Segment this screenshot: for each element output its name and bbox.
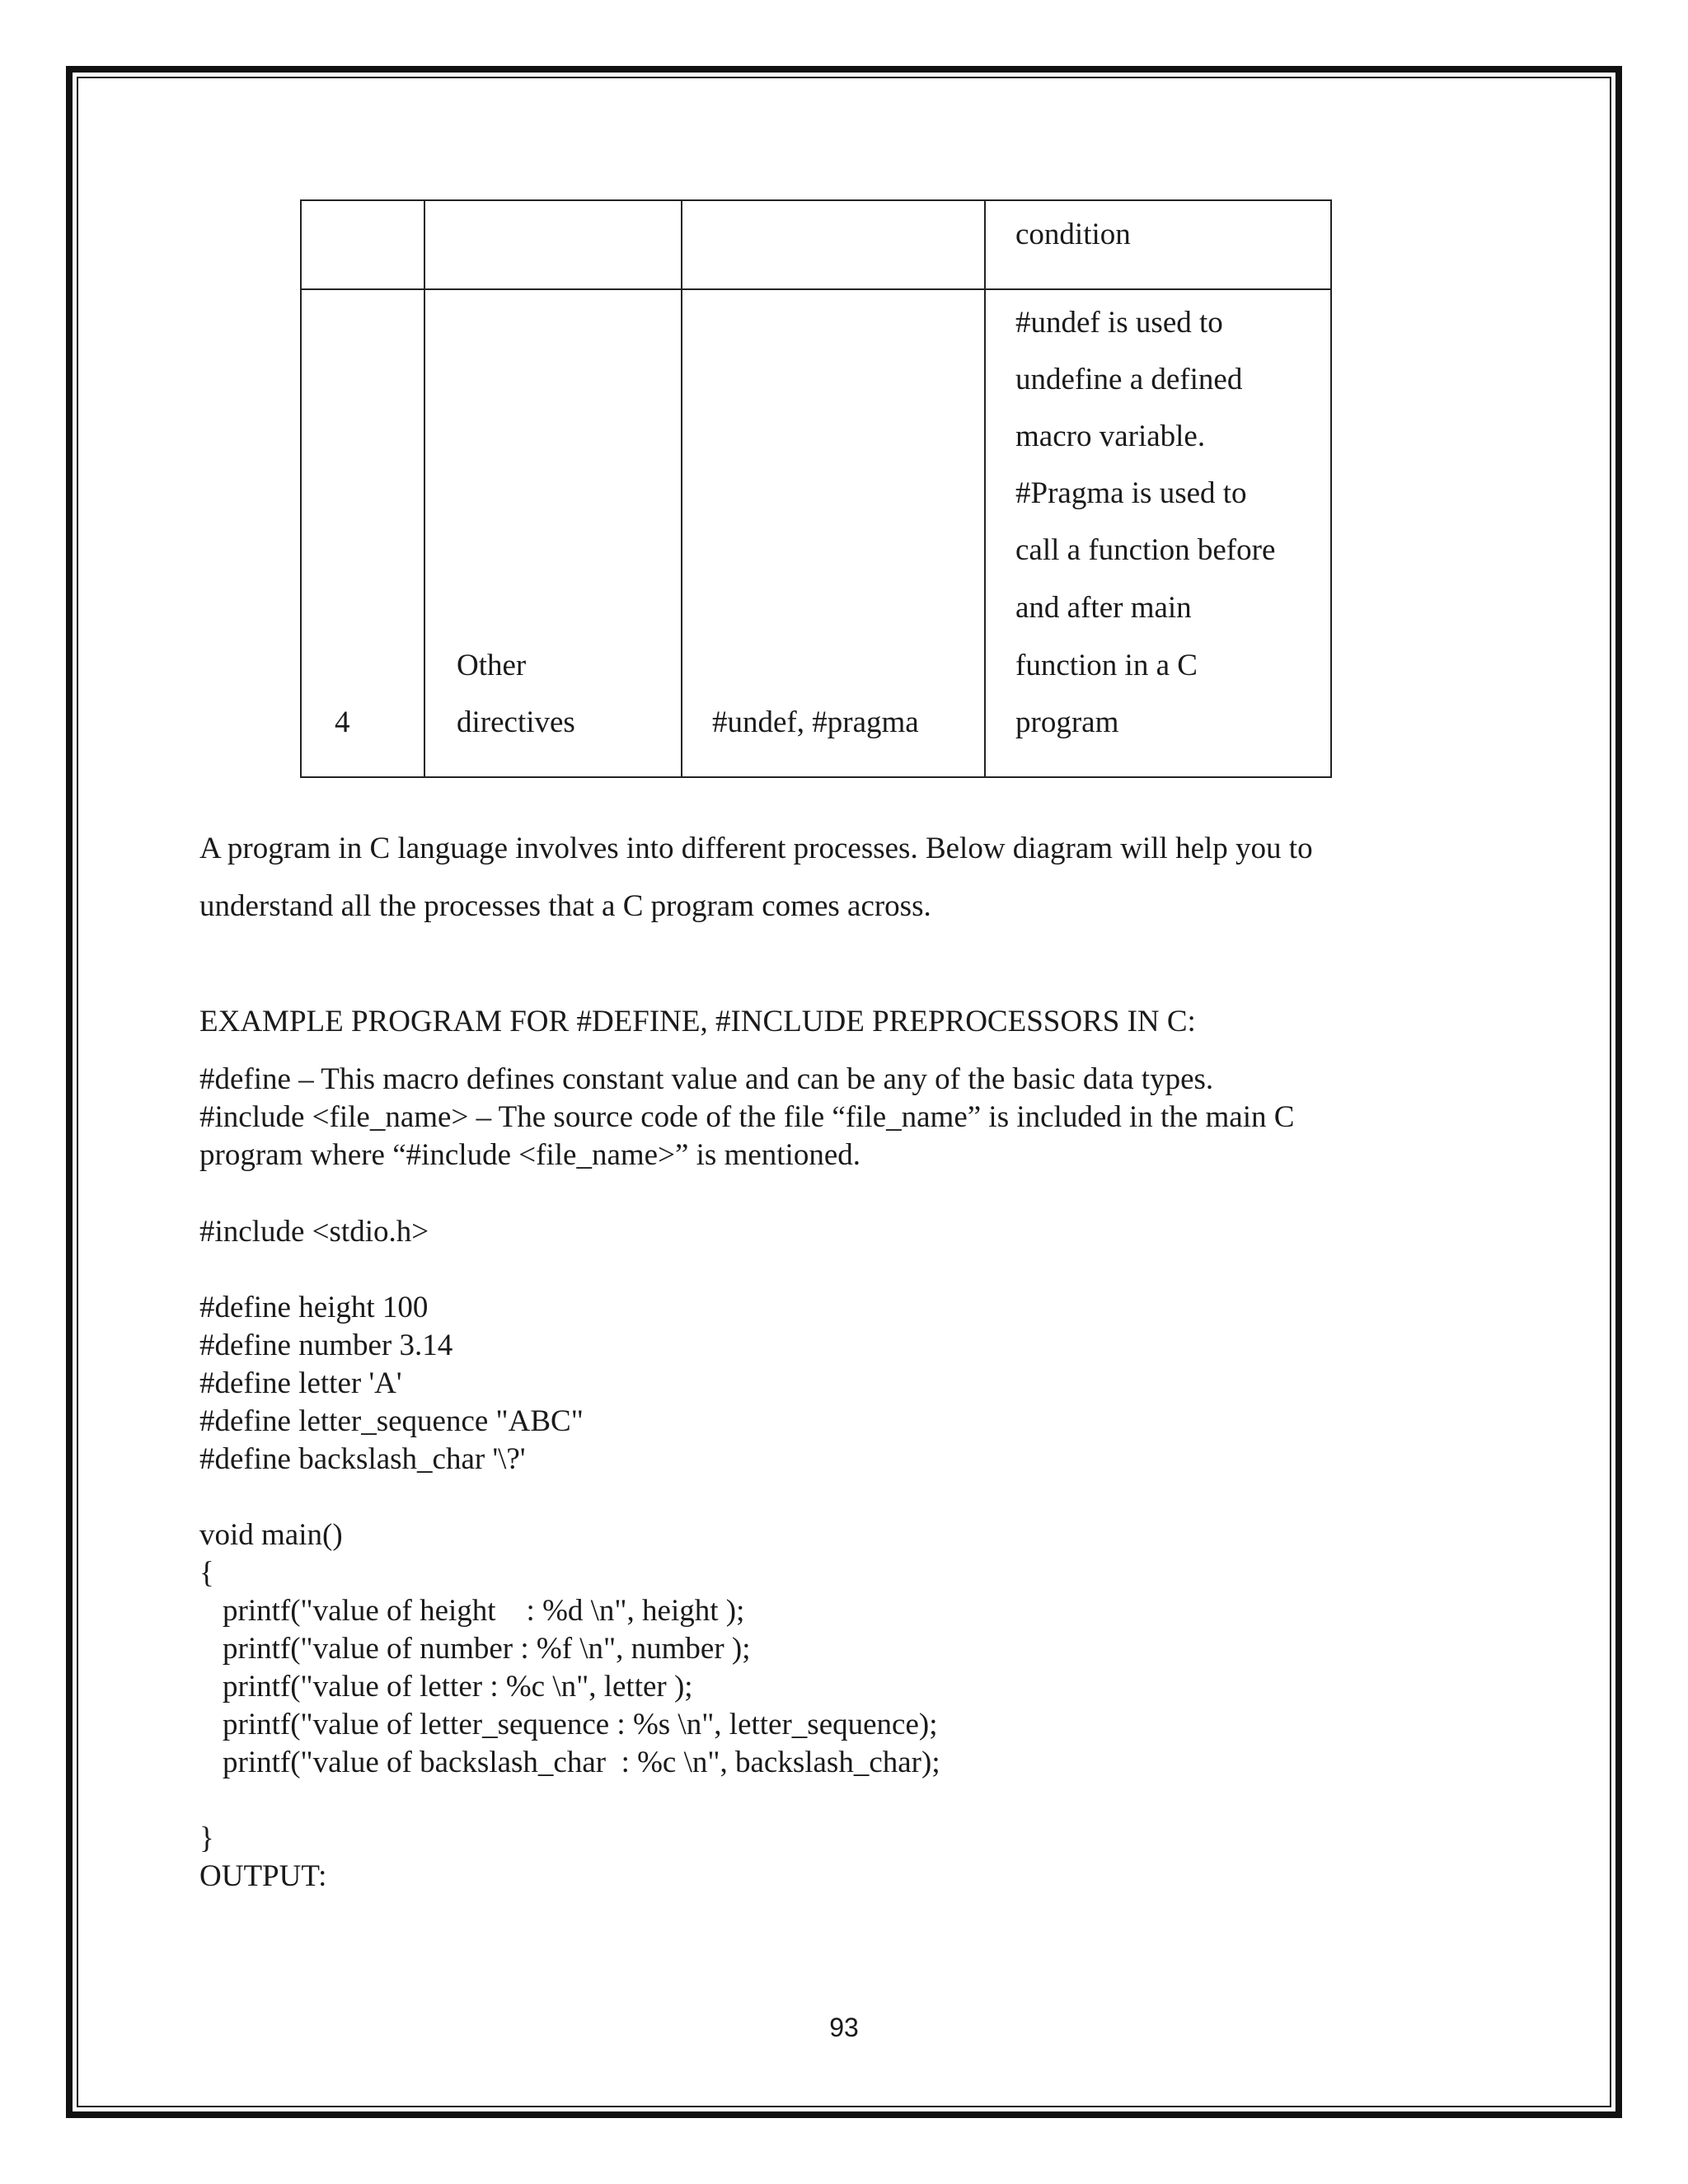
table-cell-condition: condition: [1015, 218, 1131, 251]
code-body-line: printf("value of backslash_char : %c \n", backslash_char);: [223, 1746, 940, 1779]
description-line: program where “#include <file_name>” is mentioned.: [199, 1138, 861, 1172]
table-cell-syntax: #undef, #pragma: [712, 705, 919, 739]
code-open-brace: {: [199, 1556, 214, 1590]
page-number: 93: [829, 2013, 859, 2042]
intro-text-line: A program in C language involves into different processes. Below diagram will help you to: [199, 832, 1313, 865]
code-define: #define backslash_char '\?': [199, 1442, 526, 1476]
section-heading: EXAMPLE PROGRAM FOR #DEFINE, #INCLUDE PREPROCESSORS IN C:: [199, 1005, 1196, 1038]
code-body-line: printf("value of height : %d \n", height );: [223, 1594, 745, 1628]
code-define: #define number 3.14: [199, 1329, 453, 1362]
code-include: #include <stdio.h>: [199, 1215, 429, 1249]
table-cell-description-line: #Pragma is used to: [1015, 476, 1247, 510]
table-row-divider: [302, 288, 1330, 290]
code-main-signature: void main(): [199, 1518, 343, 1552]
table-cell-description-line: undefine a defined: [1015, 363, 1243, 396]
code-body-line: printf("value of letter_sequence : %s \n", letter_sequence);: [223, 1708, 938, 1741]
table-cell-description-line: and after main: [1015, 591, 1192, 625]
description-line: #define – This macro defines constant value and can be any of the basic data types.: [199, 1062, 1214, 1096]
table-cell-type-line: directives: [457, 705, 575, 739]
table-cell-description-line: program: [1015, 705, 1119, 739]
table-column-divider: [984, 201, 986, 776]
code-define: #define height 100: [199, 1291, 429, 1324]
table-cell-serial: 4: [335, 705, 350, 739]
table-cell-description-line: #undef is used to: [1015, 306, 1223, 340]
table-column-divider: [681, 201, 682, 776]
table-cell-description-line: call a function before: [1015, 533, 1276, 567]
code-close-brace: }: [199, 1821, 214, 1855]
code-body-line: printf("value of letter : %c \n", letter );: [223, 1670, 693, 1704]
intro-text-line: understand all the processes that a C program comes across.: [199, 889, 931, 923]
code-body-line: printf("value of number : %f \n", number );: [223, 1632, 751, 1666]
output-label: OUTPUT:: [199, 1859, 327, 1893]
description-line: #include <file_name> – The source code of the file “file_name” is included in the main C: [199, 1100, 1295, 1134]
code-define: #define letter_sequence "ABC": [199, 1404, 584, 1438]
directives-table: [300, 199, 1332, 778]
table-cell-description-line: function in a C: [1015, 649, 1198, 682]
code-define: #define letter 'A': [199, 1366, 402, 1400]
table-cell-type-line: Other: [457, 649, 527, 682]
table-cell-description-line: macro variable.: [1015, 419, 1206, 453]
table-column-divider: [424, 201, 425, 776]
